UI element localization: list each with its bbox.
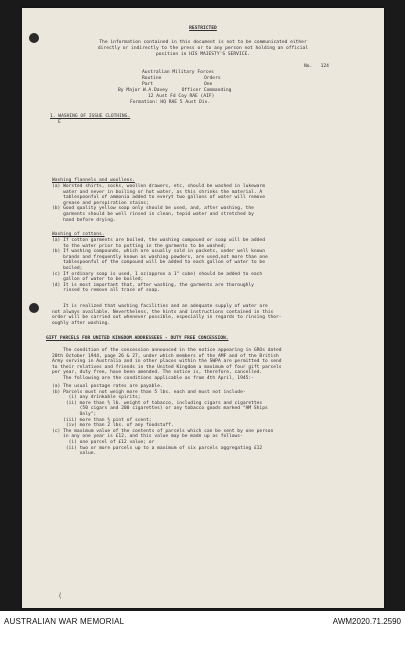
stray-mark: E	[58, 120, 61, 125]
warning-line: directly or indirectly to the press or to any person not holding an official	[97, 46, 309, 51]
document-page	[22, 8, 384, 608]
footer-accession-number: AWM2020.71.2590	[332, 617, 401, 626]
paragraph: The condition of the concession announced in the notice appearing in GROs dated 20th October 1944, page 26 & 27, under which members of the AMF and of the British Army serving in Australia and in other places within the SWPA are permitted to send to their relatives and friends in the United Kingdom a maximum of four gift parcels per year, duty free, have been amended. The notice is, therefore, cancelled. The following are the conditions applicable as from 4th April, 1945:-	[52, 348, 282, 381]
footer-credit: AUSTRALIAN WAR MEMORIAL	[4, 617, 125, 626]
header-line: 12 Aust Fd Coy RAE (AIF)	[148, 94, 215, 99]
order-number-value: 124	[320, 64, 329, 69]
header-line: Australian Military Forces	[142, 70, 214, 75]
order-number	[304, 64, 329, 70]
warning-line: The information contained in this document is not to be communicated either	[99, 40, 307, 45]
header-line: Part One	[142, 82, 213, 87]
warning-line: position in HIS MAJESTY'S SERVICE.	[155, 52, 251, 57]
list-item: (a) Worsted shirts, socks, woollen drawers, etc, should be washed in lukewarm water and never in boiling or hot water, as this shrinks the material. A tablespoonful of ammonia added to everyt two gallons of water will remove grease and perspiration stains; (b) Good quality yellow soap only should be used, and, after washing, the garments should be well rinsed in clean, tepid water and stretched by hand before drying.	[52, 184, 265, 223]
section-title: GIFT PARCELS FOR UNITED KINGDOM ADDRESSEES - DUTY FREE CONCESSION.	[46, 336, 229, 341]
header-line: By Major W.A.Davey Officer Commanding	[118, 88, 232, 93]
footer-bar	[0, 611, 405, 653]
subsection-title: Washing of cottons.	[52, 232, 105, 237]
restricted-heading: RESTRICTED	[189, 26, 217, 31]
header-line: Formation: HQ RAE 5 Aust Div.	[130, 100, 211, 105]
subsection-title: Washing flannels and woollens.	[52, 178, 135, 183]
header-line: Routine Orders	[142, 76, 221, 81]
list-item: (a) If cotton garments are boiled, the washing compound or soap will be added to the water prior to putting in the garments to be washed; (b) If washing compounds, which are usually sold in packets, under well known brands and frequently known as washing powders, are used,not more than one tablespoonful of the compound will be added to each gallon of water to be boiled; (c) If ordinary soap is used, 1 oz(approx a 1" cube) should be added to each gallon of water to be boiled; (d) It is most important that, after washing, the garments are thoroughly rinsed to remove all trace of soap.	[52, 238, 268, 294]
list-item: (a) The usual postage rates are payable. (b) Parcels must not weigh more than 5 lbs. each and must not include- (i) any drinkable spirits; (ii) more than ½ lb. weight of tobacco, including cigars and cigarettes (50 cigars and 200 cigarettes) or any tobacco goods marked "HM Ships Only"; (iii) more than ½ pint of scent; (iv) more than 2 lbs. of any foodstuff. (c) The maximum value of the contents of parcels which can be sent by one person in any one year is £12, and this value may be made up as follows- (i) one parcel of £12 value; or (ii) two or more parcels up to a maximum of six parcels aggregating £12 value.	[52, 384, 274, 457]
paragraph: It is realized that washing facilities and an adequate supply of water are not always available. Nevertheless, the hints and instructions contained in this order will be carried out whenever possible, especially in regards to rinsing thor- oughly after washing.	[52, 304, 282, 326]
order-number-label: No.	[304, 64, 313, 69]
section-title: 1. WASHING OF ISSUE CLOTHING.	[50, 114, 131, 119]
punch-hole	[29, 303, 39, 313]
bracket-mark: (	[58, 592, 63, 600]
